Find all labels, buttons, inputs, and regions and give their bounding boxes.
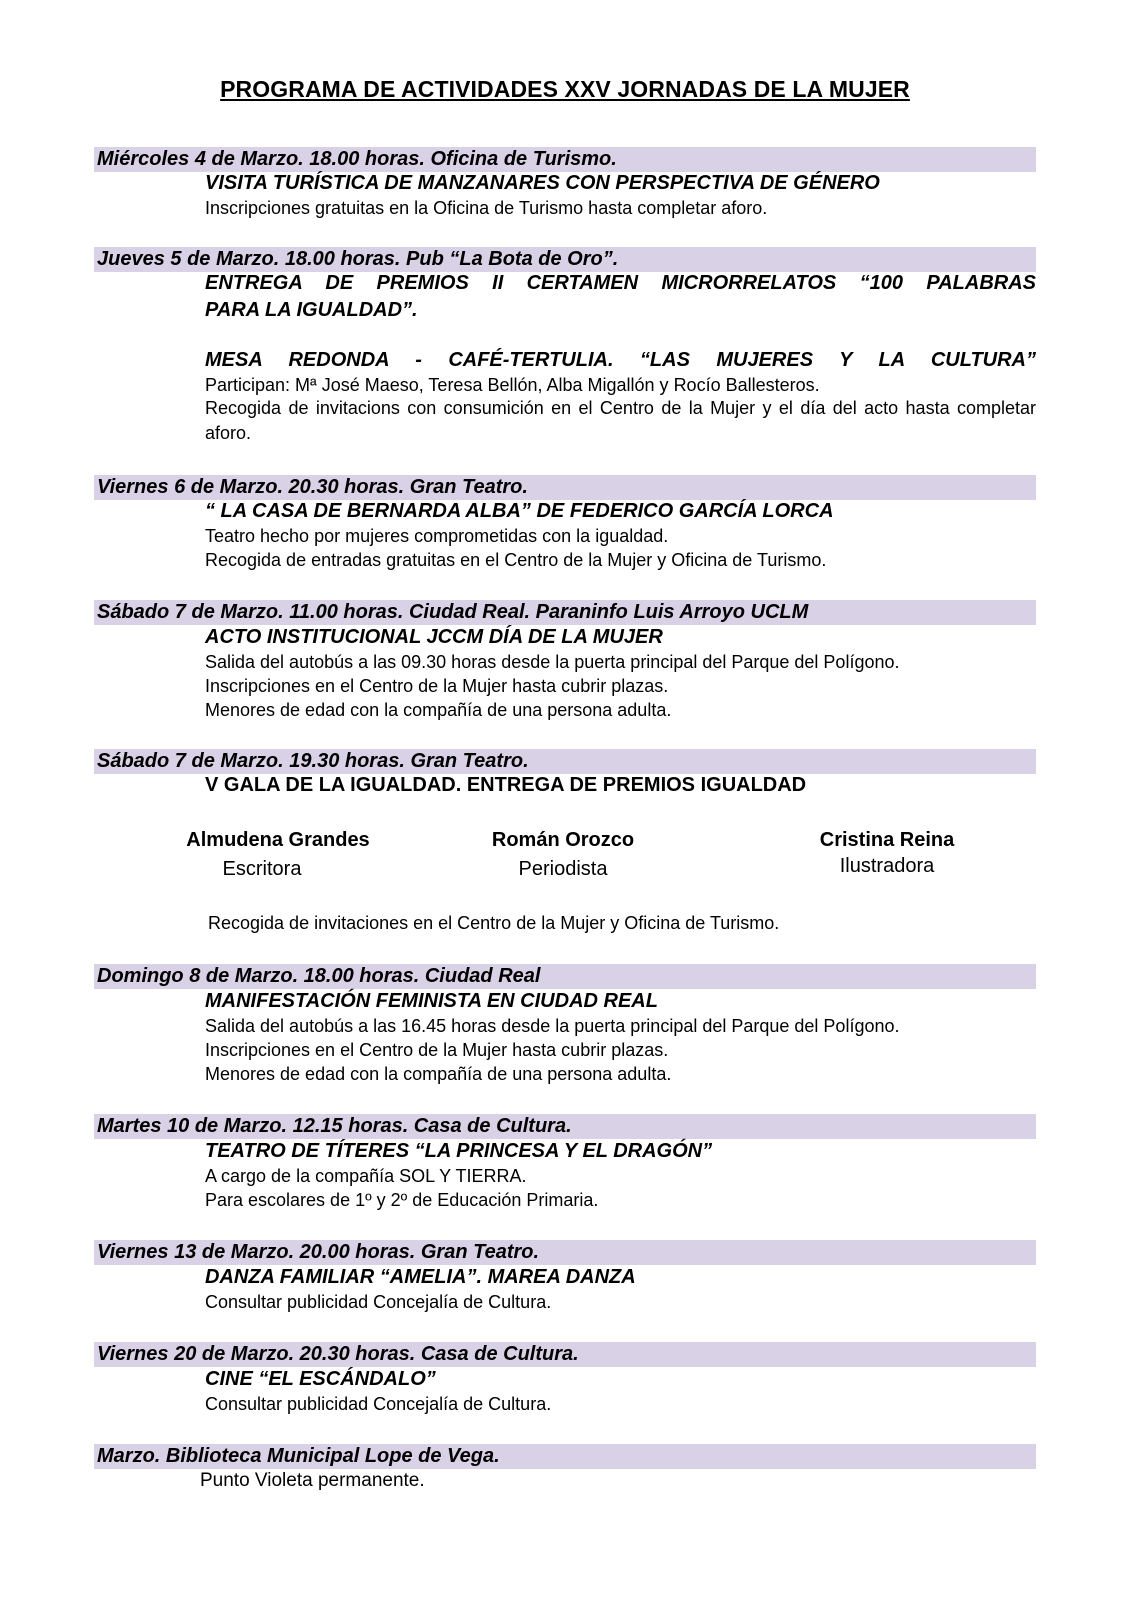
event-activity: CINE “EL ESCÁNDALO”: [205, 1368, 436, 1390]
event-header-band: [94, 964, 1036, 989]
event-activity: TEATRO DE TÍTERES “LA PRINCESA Y EL DRAGÓN”: [205, 1140, 713, 1162]
event-activity: VISITA TURÍSTICA DE MANZANARES CON PERSPECTIVA DE GÉNERO: [205, 172, 880, 194]
event-header: Sábado 7 de Marzo. 11.00 horas. Ciudad Real. Paraninfo Luis Arroyo UCLM: [97, 601, 809, 623]
event-activity: DANZA FAMILIAR “AMELIA”. MAREA DANZA: [205, 1266, 636, 1288]
event-detail: Inscripciones gratuitas en la Oficina de Turismo hasta completar aforo.: [205, 198, 768, 218]
event-header: Sábado 7 de Marzo. 19.30 horas. Gran Teatro.: [97, 750, 529, 772]
event-activity: MANIFESTACIÓN FEMINISTA EN CIUDAD REAL: [205, 990, 658, 1012]
event-activity: ENTREGA DE PREMIOS II CERTAMEN MICRORRELATOS “100 PALABRAS: [205, 272, 1036, 294]
event-activity: “ LA CASA DE BERNARDA ALBA” DE FEDERICO GARCÍA LORCA: [205, 500, 834, 522]
event-header: Jueves 5 de Marzo. 18.00 horas. Pub “La Bota de Oro”.: [97, 248, 619, 270]
event-header: Viernes 6 de Marzo. 20.30 horas. Gran Teatro.: [97, 476, 528, 498]
event-activity-2: MESA REDONDA - CAFÉ-TERTULIA. “LAS MUJERES Y LA CULTURA”: [205, 349, 1036, 371]
event-detail: Recogida de entradas gratuitas en el Centro de la Mujer y Oficina de Turismo.: [205, 550, 827, 570]
event-detail: Salida del autobús a las 09.30 horas desde la puerta principal del Parque del Polígono.: [205, 652, 900, 672]
event-detail: Inscripciones en el Centro de la Mujer hasta cubrir plazas.: [205, 1040, 669, 1060]
event-detail: Participan: Mª José Maeso, Teresa Bellón, Alba Migallón y Rocío Ballesteros.: [205, 375, 820, 395]
event-header: Miércoles 4 de Marzo. 18.00 horas. Oficina de Turismo.: [97, 148, 617, 170]
event-detail: Salida del autobús a las 16.45 horas desde la puerta principal del Parque del Polígono.: [205, 1016, 900, 1036]
event-detail: Recogida de invitacions con consumición en el Centro de la Mujer y el día del acto hasta completar aforo.: [205, 398, 1036, 443]
event-header-band: [94, 1114, 1036, 1139]
event-detail: Para escolares de 1º y 2º de Educación Primaria.: [205, 1190, 599, 1210]
honoree-name: Almudena Grandes: [186, 829, 370, 851]
event-detail: Recogida de invitaciones en el Centro de la Mujer y Oficina de Turismo.: [208, 913, 780, 933]
event-detail: Consultar publicidad Concejalía de Cultura.: [205, 1394, 552, 1414]
event-header: Domingo 8 de Marzo. 18.00 horas. Ciudad Real: [97, 965, 541, 987]
event-activity: ACTO INSTITUCIONAL JCCM DÍA DE LA MUJER: [205, 626, 663, 648]
event-header-band: [94, 147, 1036, 172]
honoree-role: Periodista: [518, 858, 608, 880]
honoree-name: Cristina Reina: [819, 829, 955, 851]
event-detail: Menores de edad con la compañía de una persona adulta.: [205, 700, 672, 720]
page-title: PROGRAMA DE ACTIVIDADES XXV JORNADAS DE LA MUJER: [220, 76, 910, 102]
event-header: Viernes 20 de Marzo. 20.30 horas. Casa de Cultura.: [97, 1343, 579, 1365]
event-header-band: [94, 1342, 1036, 1367]
event-activity: PARA LA IGUALDAD”.: [205, 299, 418, 321]
event-header-band: [94, 749, 1036, 774]
honoree-name: Román Orozco: [491, 829, 635, 851]
event-header-band: [94, 475, 1036, 500]
event-activity: V GALA DE LA IGUALDAD. ENTREGA DE PREMIOS IGUALDAD: [205, 774, 807, 796]
event-header: Marzo. Biblioteca Municipal Lope de Vega.: [97, 1445, 500, 1467]
honoree-role: Escritora: [222, 858, 302, 880]
event-header: Martes 10 de Marzo. 12.15 horas. Casa de Cultura.: [97, 1115, 572, 1137]
event-detail: Menores de edad con la compañía de una persona adulta.: [205, 1064, 672, 1084]
event-detail: A cargo de la compañía SOL Y TIERRA.: [205, 1166, 527, 1186]
event-header-band: [94, 1444, 1036, 1469]
event-detail: Punto Violeta permanente.: [200, 1470, 425, 1491]
event-header-band: [94, 1240, 1036, 1265]
honoree-role: Ilustradora: [839, 855, 935, 877]
event-detail: Consultar publicidad Concejalía de Cultura.: [205, 1292, 552, 1312]
event-header-band: [94, 247, 1036, 272]
event-header-band: [94, 600, 1036, 625]
event-detail: Teatro hecho por mujeres comprometidas con la igualdad.: [205, 526, 669, 546]
event-detail: Inscripciones en el Centro de la Mujer hasta cubrir plazas.: [205, 676, 669, 696]
event-header: Viernes 13 de Marzo. 20.00 horas. Gran Teatro.: [97, 1241, 540, 1263]
